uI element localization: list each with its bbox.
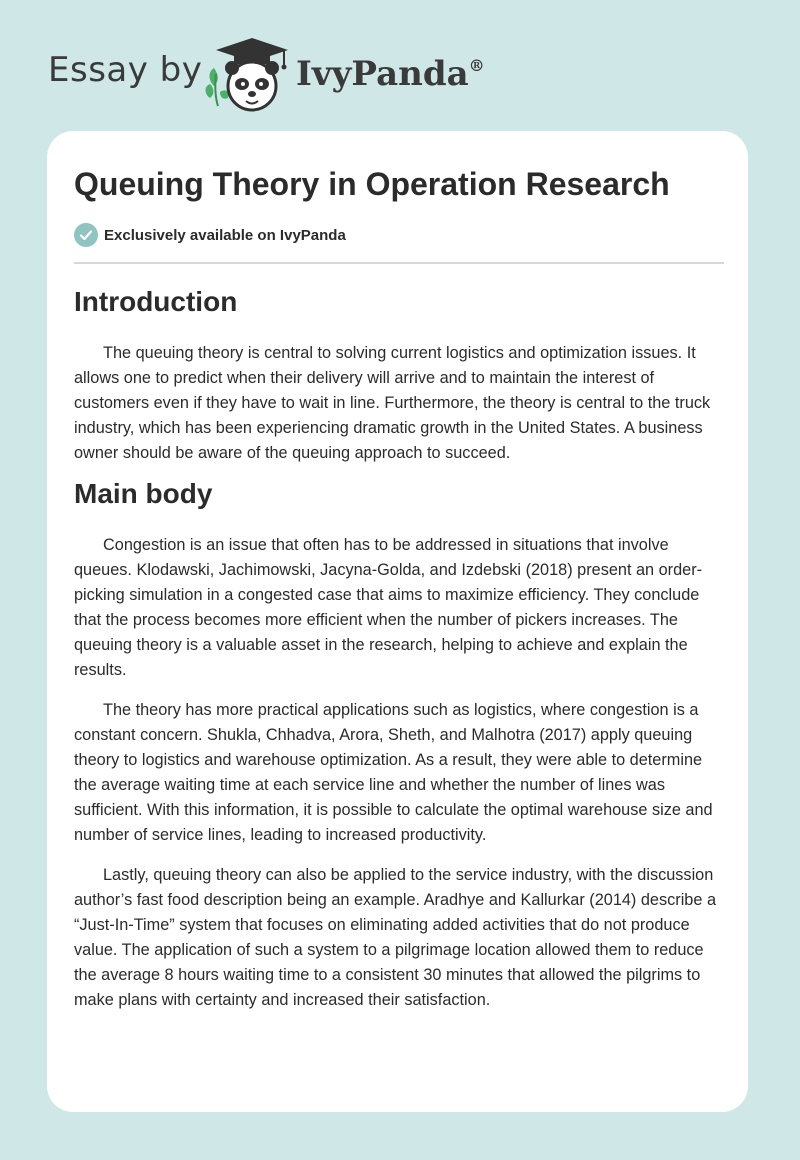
- ivy-leaf-icon: [206, 68, 229, 106]
- essay-by-label: Essay by: [48, 50, 203, 90]
- paragraph: The theory has more practical applications such as logistics, where congestion is a constant concern. Shukla, Chhadva, Arora, Sheth, and Malhotra (2017) apply queuing theory to logistics and warehouse optimization. As a result, they were able to determine the average waiting time at each service line and whether the number of lines was sufficient. With this information, it is possible to calculate the optimal warehouse size and number of service lines, leading to increased productivity.: [74, 701, 713, 844]
- paragraph: Congestion is an issue that often has to be addressed in situations that involve queues. Klodawski, Jachimowski, Jacyna-Golda, and Izdebski (2018) present an order-picking simulation in a congested case that aims to maximize efficiency. They conclude that the process becomes more efficient when the number of pickers increases. The queuing theory is a valuable asset in the research, helping to achieve and explain the results.: [74, 536, 703, 679]
- exclusive-badge: [74, 222, 724, 248]
- page-title: Queuing Theory in Operation Research: [74, 166, 670, 202]
- brand-label: IvyPanda: [296, 54, 469, 94]
- section-heading-introduction: Introduction: [74, 286, 238, 317]
- paragraph: Lastly, queuing theory can also be applied to the service industry, with the discussion author’s fast food description being an example. Aradhye and Kallurkar (2014) describe a “Just-In-Time” system that focuses on eliminating added activities that do not produce value. The application of such a system to a pilgrimage location allowed them to reduce the average 8 hours waiting time to a consistent 30 minutes that allowed the pilgrims to make plans with certainty and increased their satisfaction.: [74, 866, 716, 1009]
- essay-content: [74, 164, 724, 1013]
- brand-name[interactable]: [296, 54, 485, 94]
- essay-card: [47, 131, 748, 1112]
- panda-graduate-icon[interactable]: [200, 34, 292, 114]
- title-divider: [74, 262, 724, 264]
- exclusive-label: Exclusively available on IvyPanda: [104, 226, 346, 244]
- paragraph: The queuing theory is central to solving current logistics and optimization issues. It allows one to predict when their delivery will arrive and to maintain the interest of customers even if they have to wait in line. Furthermore, the theory is central to the truck industry, which has been experiencing dramatic growth in the United States. A business owner should be aware of the queuing approach to succeed.: [74, 344, 711, 462]
- registered-mark: ®: [468, 56, 485, 75]
- section-heading-main-body: Main body: [74, 478, 213, 509]
- site-header: [0, 0, 800, 130]
- check-circle-icon: [74, 223, 98, 247]
